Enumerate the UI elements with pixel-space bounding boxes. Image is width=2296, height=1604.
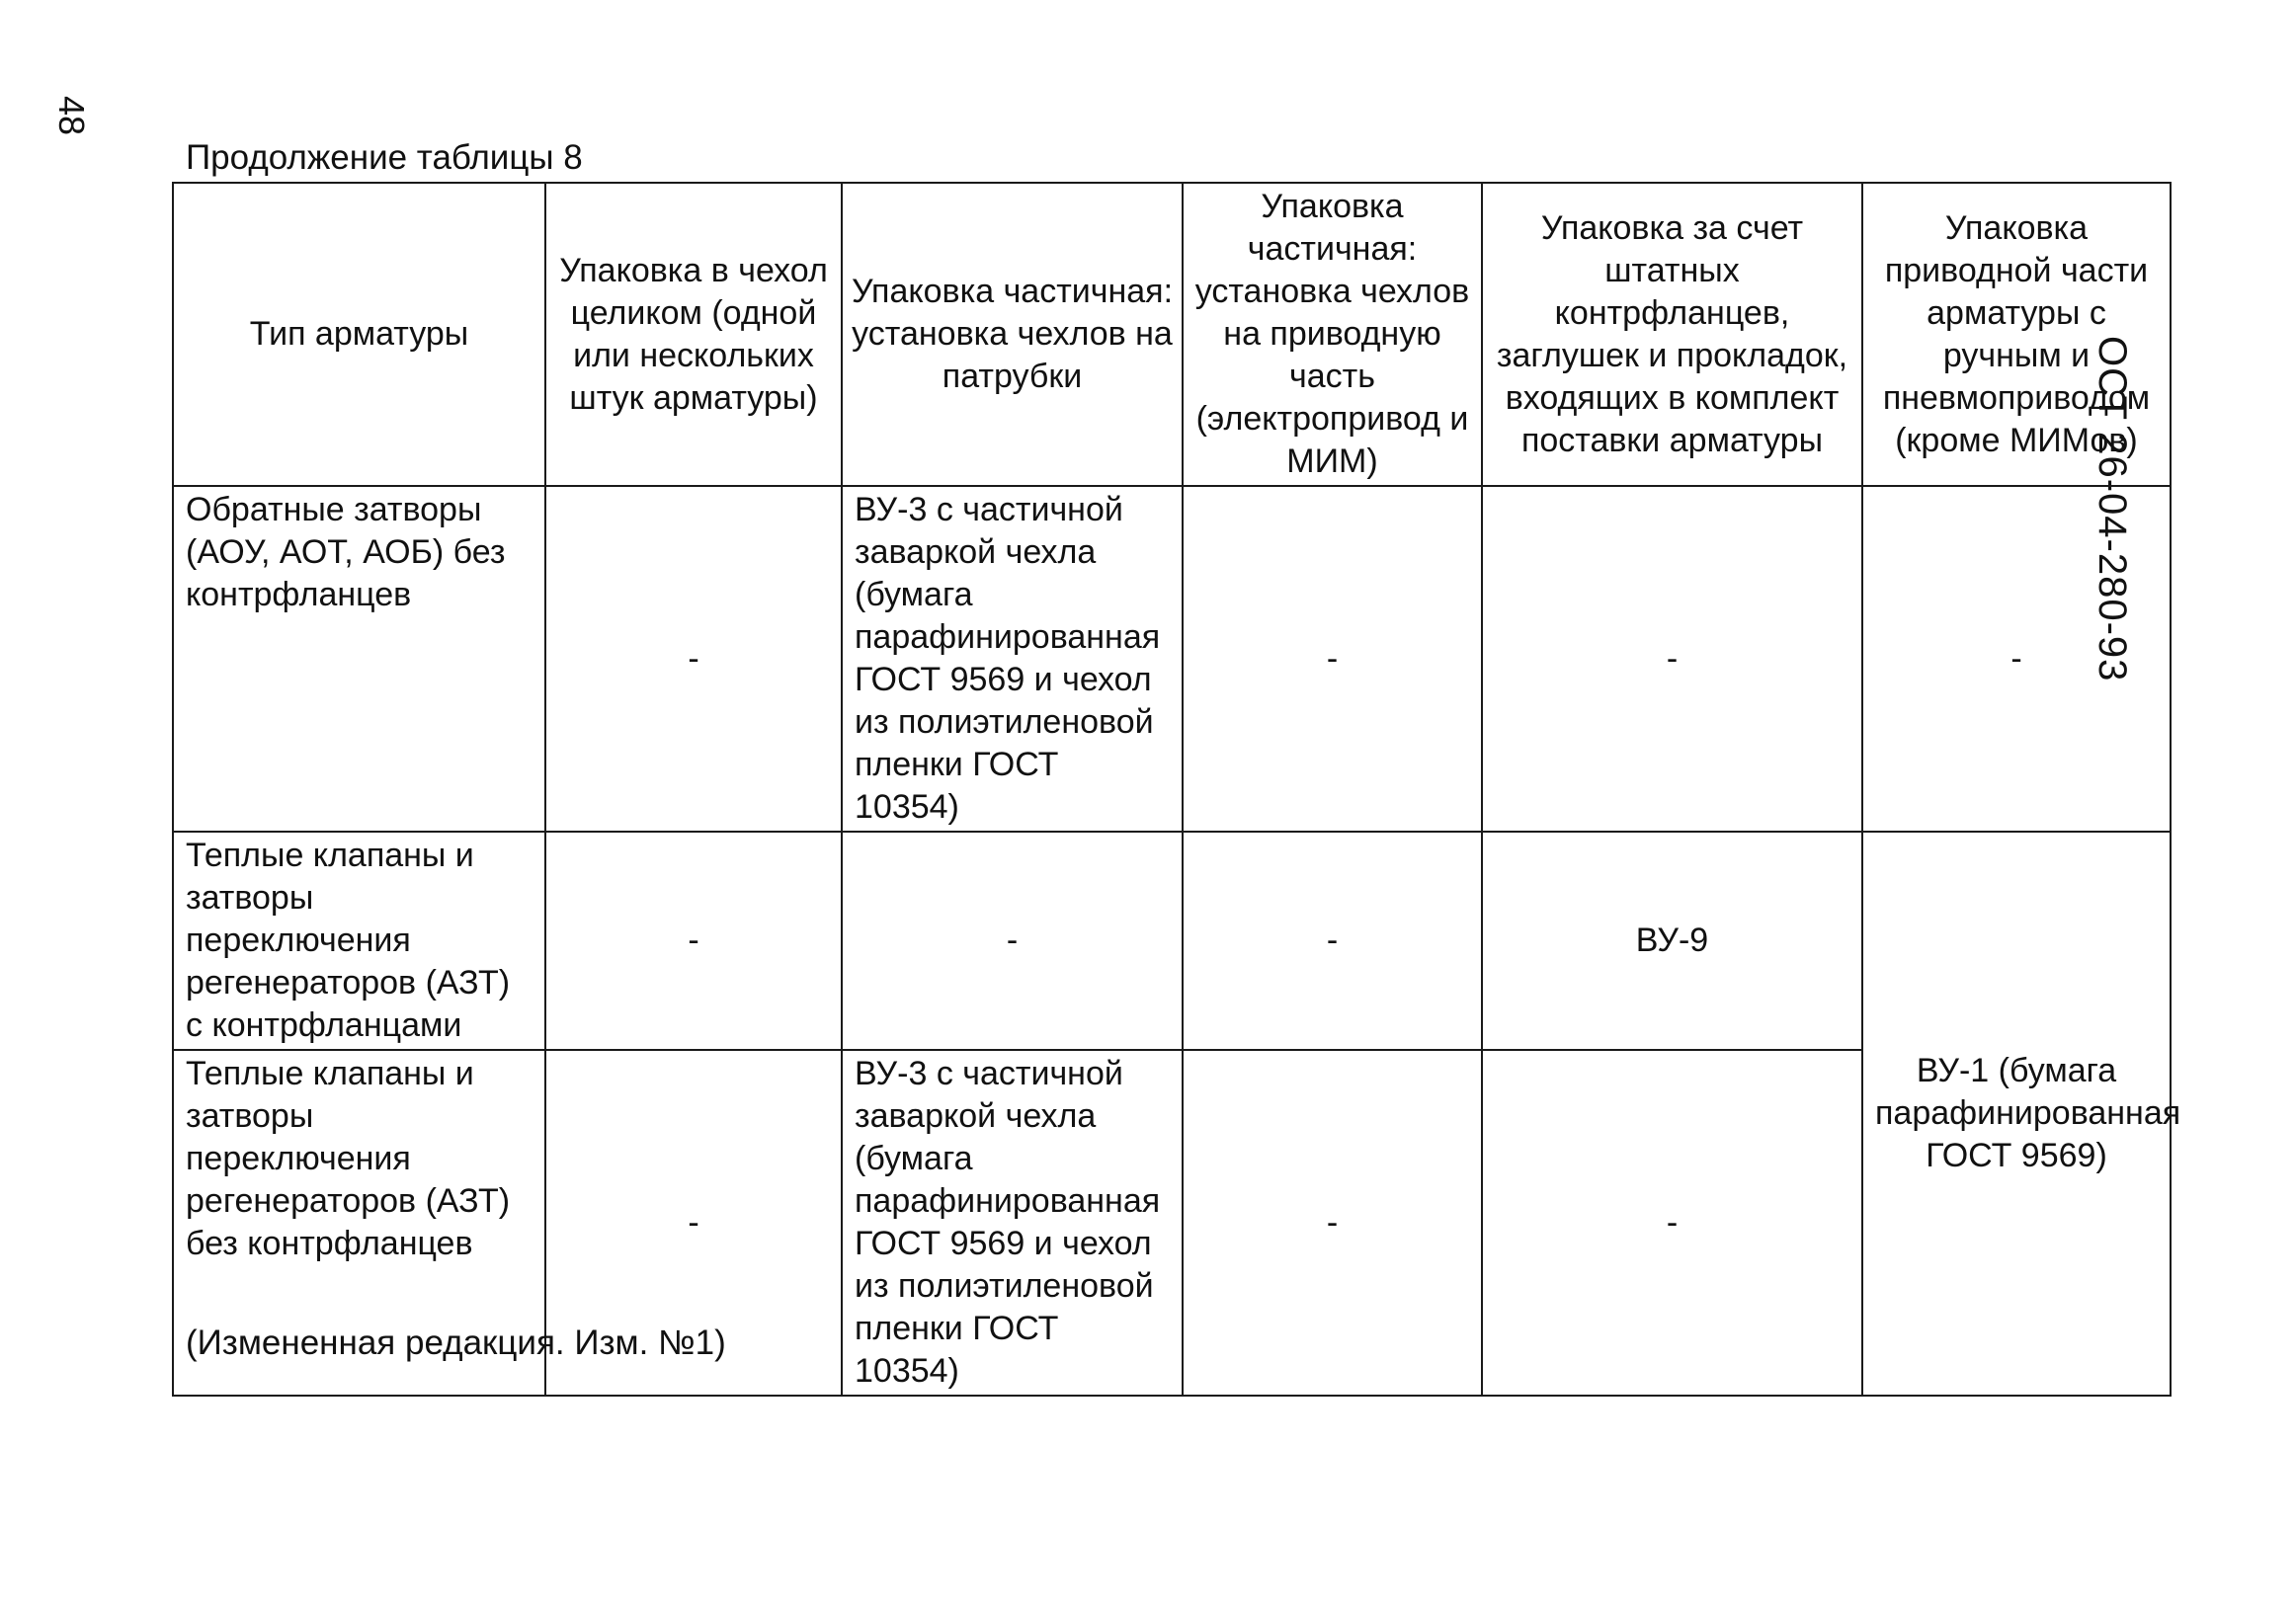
table-cell-standard-flanges: -: [1482, 1050, 1862, 1396]
table-cell-type: Теплые клапаны и затворы переключения регенераторов (АЗТ) с контрфланцами: [173, 832, 545, 1050]
table-cell-partial-drive: -: [1183, 1050, 1482, 1396]
header-cell-drive-part: Упаковка приводной части арматуры с ручным и пневмоприводом (кроме МИМов): [1862, 183, 2171, 486]
table-cell-whole-cover: -: [545, 832, 842, 1050]
table-cell-partial-branch: ВУ-3 с частичной заваркой чехла (бумага парафинированная ГОСТ 9569 и чехол из полиэтиленовой пленки ГОСТ 10354): [842, 1050, 1183, 1396]
table-cell-partial-drive: -: [1183, 832, 1482, 1050]
table-cell-partial-drive: -: [1183, 486, 1482, 832]
amendment-note: (Измененная редакция. Изм. №1): [186, 1323, 726, 1362]
table-cell-standard-flanges: ВУ-9: [1482, 832, 1862, 1050]
table-cell-type: Теплые клапаны и затворы переключения регенераторов (АЗТ) без контрфланцев: [173, 1050, 545, 1396]
table-cell-partial-branch: -: [842, 832, 1183, 1050]
header-cell-partial-branch: Упаковка частичная: установка чехлов на патрубки: [842, 183, 1183, 486]
table-cell-drive-part: ВУ-1 (бумага парафинированная ГОСТ 9569): [1862, 832, 2171, 1396]
table-cell-whole-cover: -: [545, 486, 842, 832]
table-cell-type: Обратные затворы (АОУ, АОТ, АОБ) без контрфланцев: [173, 486, 545, 832]
header-cell-type: Тип арматуры: [173, 183, 545, 486]
table-cell-drive-part: -: [1862, 486, 2171, 832]
table-cell-standard-flanges: -: [1482, 486, 1862, 832]
header-cell-standard-flanges: Упаковка за счет штатных контрфланцев, заглушек и прокладок, входящих в комплект поставки арматуры: [1482, 183, 1862, 486]
header-row: [173, 183, 2171, 486]
header-cell-partial-drive: Упаковка частичная: установка чехлов на приводную часть (электропривод и МИМ): [1183, 183, 1482, 486]
header-cell-whole-cover: Упаковка в чехол целиком (одной или нескольких штук арматуры): [545, 183, 842, 486]
document-code: ОСТ 26-04-280-93: [2091, 336, 2134, 682]
table-cell-whole-cover: -: [545, 1050, 842, 1396]
table-caption: Продолжение таблицы 8: [186, 138, 583, 177]
table-container: [172, 182, 2181, 1397]
table-row: [173, 832, 2171, 1050]
page-number: 48: [51, 95, 93, 136]
table-row: [173, 486, 2171, 832]
packaging-table: [172, 182, 2181, 1397]
table-cell-partial-branch: ВУ-3 с частичной заваркой чехла (бумага парафинированная ГОСТ 9569 и чехол из полиэтиленовой пленки ГОСТ 10354): [842, 486, 1183, 832]
